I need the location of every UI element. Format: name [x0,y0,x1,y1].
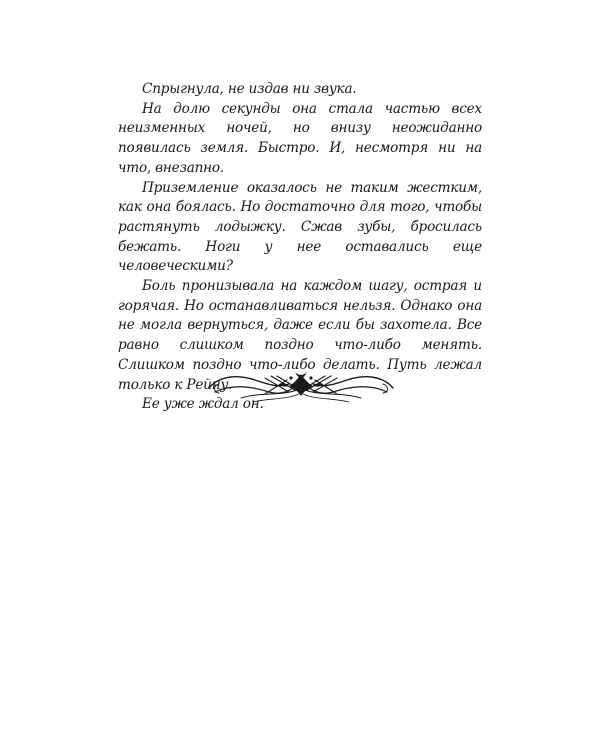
paragraph-1: Спрыгнула, не издав ни звука. [142,81,357,97]
flourish-ornament-icon [205,362,397,410]
paragraph-4: Боль пронизывала на каждом шагу, острая и горячая. Но останавливаться нельзя. Однако она не могла вернуться, даже если бы захотела. Все равно слишком поздно что-либо менять. Слишком поздно что-либо делать. Путь лежал только к Рейну. [118,278,482,393]
paragraph-2: На долю секунды она стала частью всех неизменных ночей, но внизу неожиданно появилась земля. Быстро. И, несмотря ни на что, внезапно. [118,100,482,176]
paragraph-5: Ее уже ждал он. [142,396,264,413]
paragraph-3: Приземление оказалось не таким жестким, как она боялась. Но достаточно для того, чтобы растянуть лодыжку. Сжав зубы, бросилась бежать. Ноги у нее оставались еще человеческими? [118,179,482,275]
